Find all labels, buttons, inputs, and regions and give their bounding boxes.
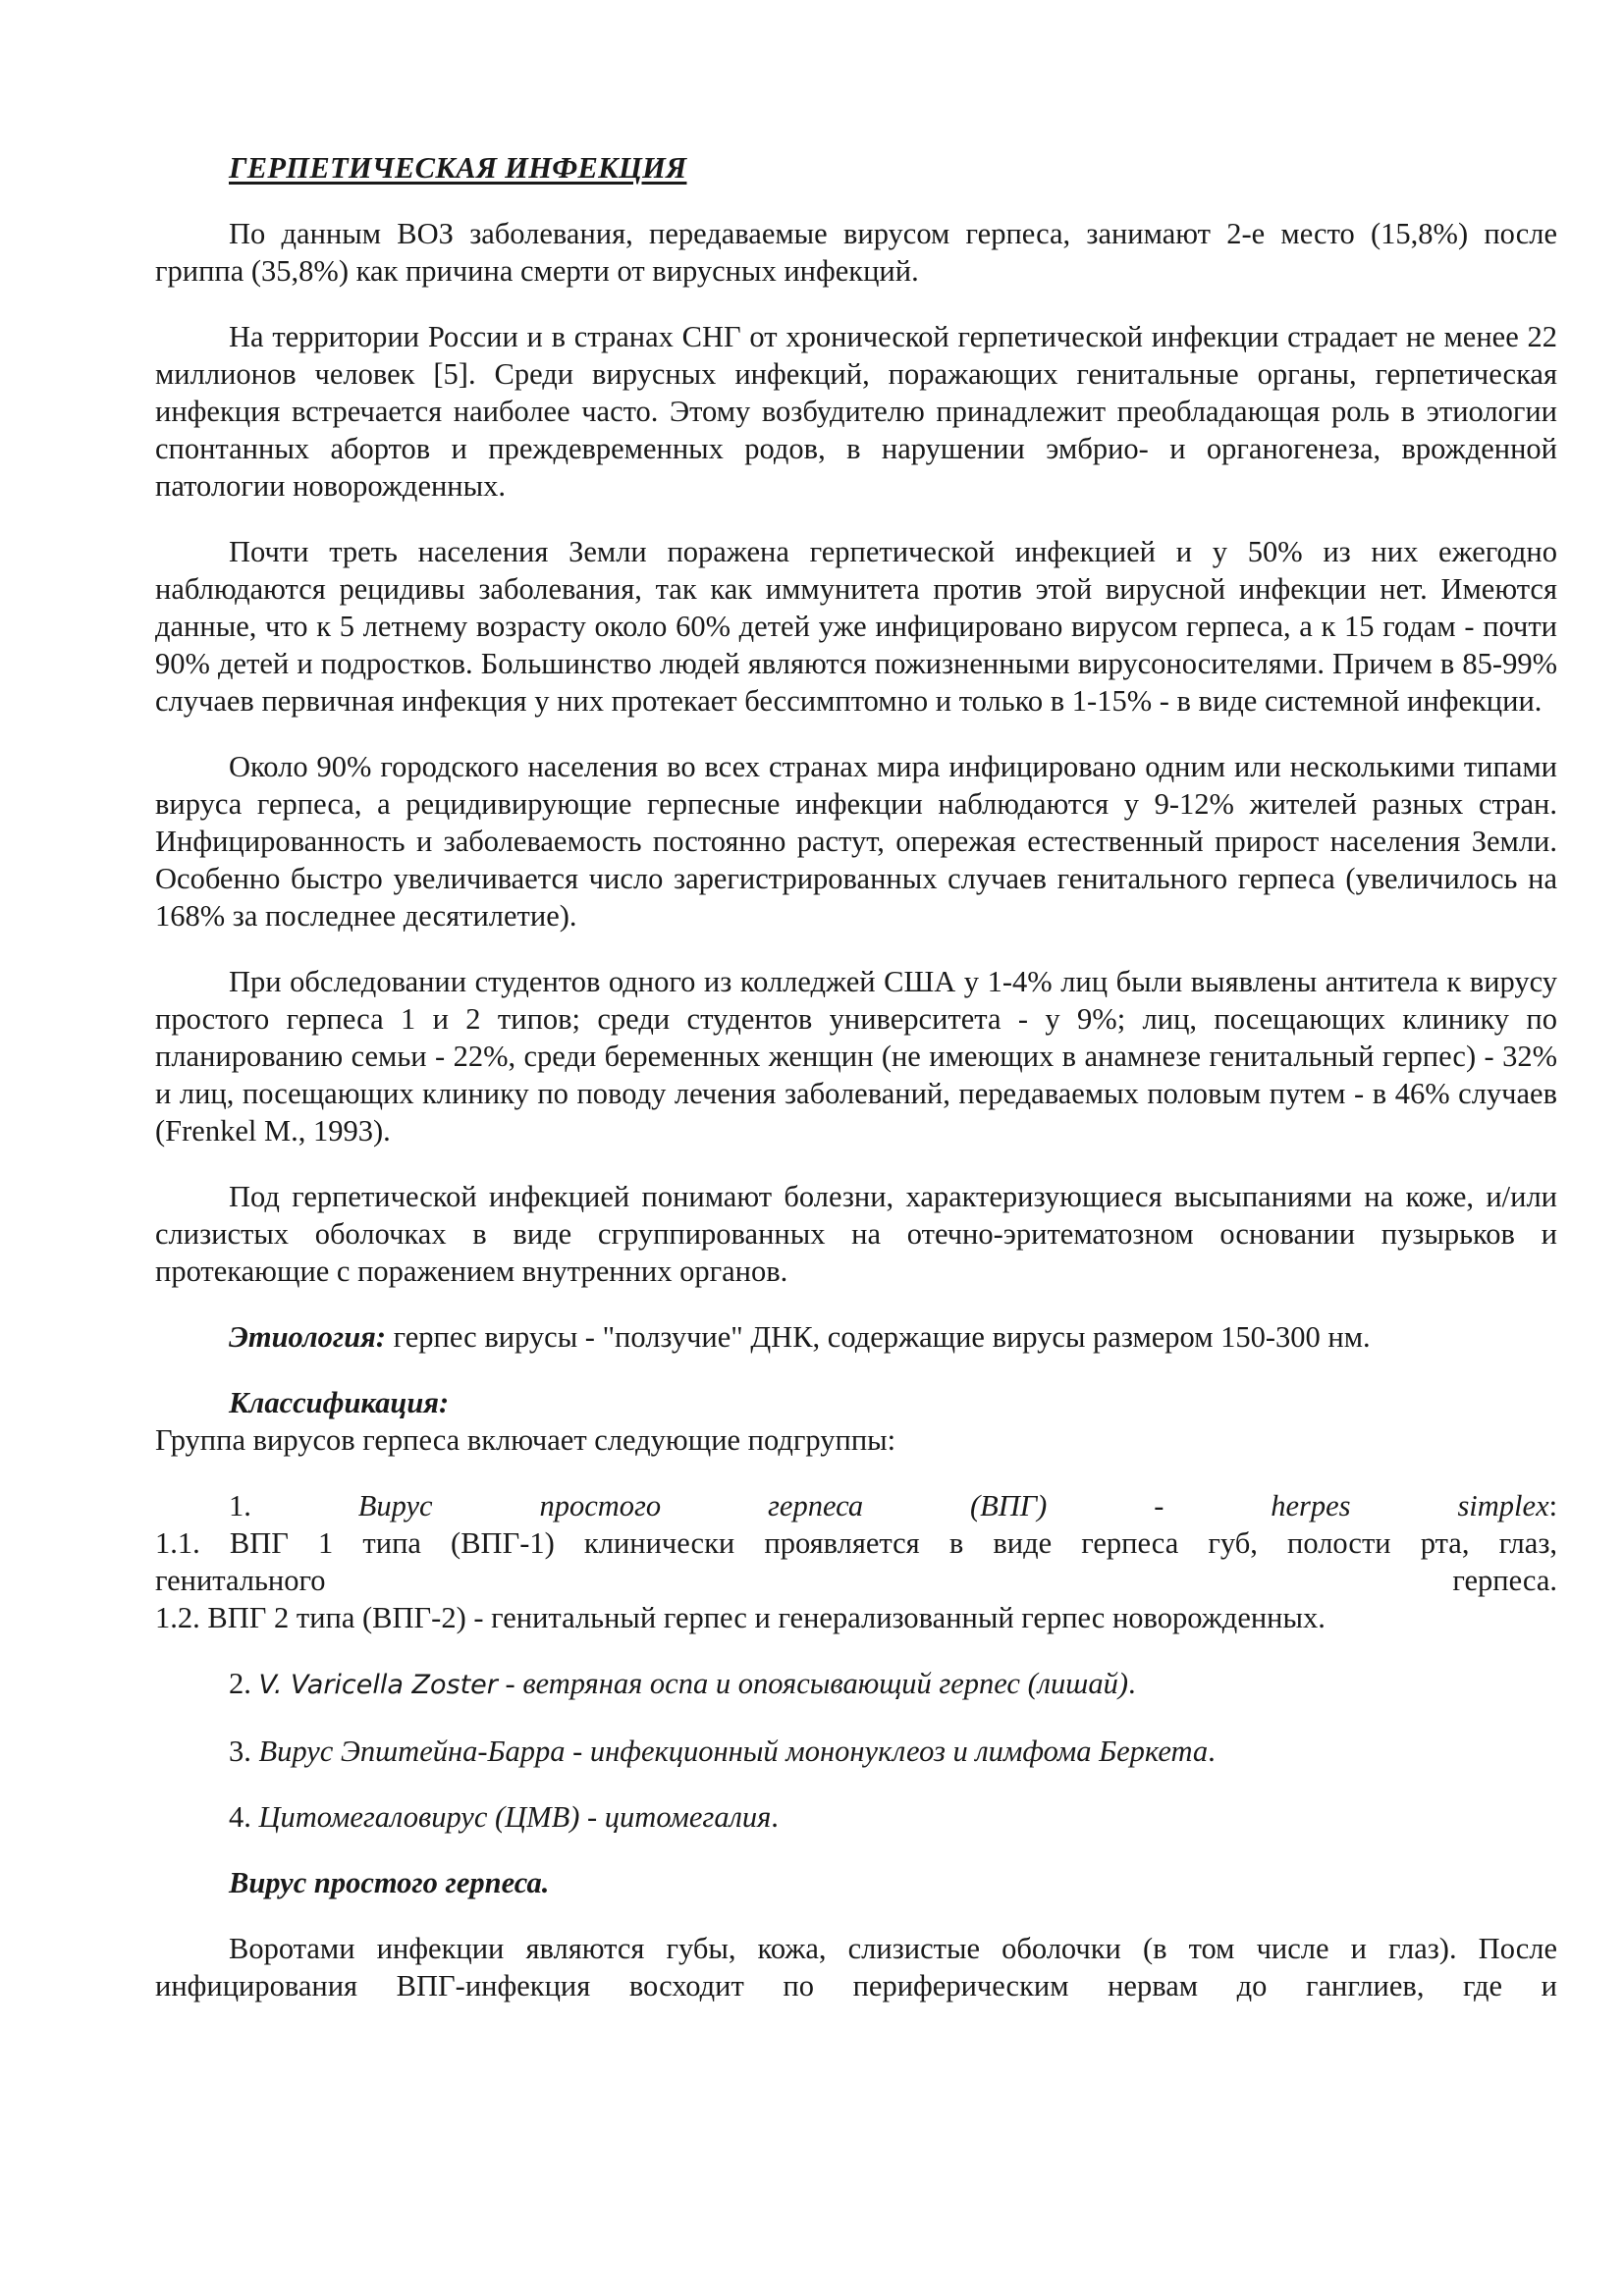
hsv-heading-line	[155, 1864, 1557, 1901]
classification-section	[155, 1384, 1557, 1459]
item1-colon: :	[1548, 1489, 1558, 1522]
classification-item-3	[155, 1733, 1557, 1770]
paragraph-definition: Под герпетической инфекцией понимают болезни, характеризующиеся высыпаниями на коже, и/или слизистых оболочках в виде сгруппированных на отечно-эритематозном основании пузырьков и протекающие с поражением внутренних органов.	[155, 1180, 1557, 1288]
item1-number: 1.	[229, 1489, 251, 1522]
paragraph-urban-population: Около 90% городского населения во всех странах мира инфицировано одним или несколькими типами вируса герпеса, а рецидивирующие герпесные инфекции наблюдаются у 9-12% жителей разных стран. Инфицированность и заболеваемость постоянно растут, опережая естественный прирост населения Земли. Особенно быстро увеличивается число зарегистрированных случаев генитального герпеса (увеличилось на 168% за последнее десятилетие).	[155, 750, 1557, 933]
item2-number: 2.	[229, 1667, 259, 1700]
item4-number: 4.	[229, 1800, 259, 1834]
item1-sub1-line1: 1.1. ВПГ 1 типа (ВПГ-1) клинически проявляется в виде герпеса губ, полости рта, глаз,	[155, 1526, 1557, 1560]
item4-end: .	[771, 1800, 779, 1834]
item1-word-herpes: герпеса	[768, 1489, 864, 1522]
paragraph-russia-cis: На территории России и в странах СНГ от хронической герпетической инфекции страдает не менее 22 миллионов человек [5]. Среди вирусных инфекций, поражающих генитальные органы, герпетическая инфекция встречается наиболее часто. Этому возбудителю принадлежит преобладающая роль в этиологии спонтанных абортов и преждевременных родов, в нарушении эмбрио- и органогенеза, врожденной патологии новорожденных.	[155, 320, 1557, 503]
item3-end: .	[1208, 1735, 1216, 1768]
hsv-heading: Вирус простого герпеса.	[229, 1866, 550, 1899]
classification-item-1	[155, 1487, 1557, 1636]
item1-latin-simplex-group	[1457, 1489, 1557, 1522]
classification-label-line	[155, 1384, 1557, 1421]
document-page	[155, 149, 1557, 2033]
item1-sub1-herpes: герпеса.	[1452, 1564, 1557, 1597]
item1-sub1-line2	[155, 1562, 1557, 1599]
classification-item-2	[155, 1665, 1557, 1704]
classification-intro: Группа вирусов герпеса включает следующие подгруппы:	[155, 1423, 896, 1457]
item2-desc: - ветряная оспа и опоясывающий герпес (лишай)	[497, 1667, 1128, 1700]
etiology-text: герпес вирусы - "ползучие" ДНК, содержащие вирусы размером 150-300 нм.	[386, 1320, 1371, 1354]
item1-latin-simplex: simplex	[1457, 1489, 1549, 1522]
item1-word-virus: Вирус	[357, 1489, 433, 1522]
item2-end: .	[1128, 1667, 1136, 1700]
item3-number: 3.	[229, 1735, 259, 1768]
item1-word-simple: простого	[539, 1489, 662, 1522]
item1-dash: -	[1154, 1489, 1164, 1522]
classification-item-4	[155, 1798, 1557, 1836]
etiology-label: Этиология:	[229, 1320, 387, 1354]
item4-desc: - цитомегалия	[579, 1800, 772, 1834]
item1-sub2: 1.2. ВПГ 2 типа (ВПГ-2) - генитальный герпес и генерализованный герпес новорожденных.	[155, 1601, 1326, 1634]
item1-latin-herpes: herpes	[1271, 1489, 1351, 1522]
paragraph-who-stats: По данным ВОЗ заболевания, передаваемые вирусом герпеса, занимают 2-е место (15,8%) после гриппа (35,8%) как причина смерти от вирусных инфекций.	[155, 217, 1557, 288]
item1-sub1-genital: генитального	[155, 1564, 326, 1597]
item1-word-abbr: (ВПГ)	[969, 1489, 1048, 1522]
item1-heading-line	[155, 1487, 1557, 1524]
paragraph-world-population: Почти треть населения Земли поражена герпетической инфекцией и у 50% из них ежегодно наблюдаются рецидивы заболевания, так как иммунитета против этой вирусной инфекции нет. Имеются данные, что к 5 летнему возрасту около 60% детей уже инфицировано вирусом герпеса, а к 15 годам - почти 90% детей и подростков. Большинство людей являются пожизненными вирусоносителями. Причем в 85-99% случаев первичная инфекция у них протекает бессимптомно и только в 1-15% - в виде системной инфекции.	[155, 535, 1557, 718]
item3-name: Вирус Эпштейна-Барра	[258, 1735, 566, 1768]
item2-name: V. Varicella Zoster	[258, 1670, 498, 1700]
classification-label: Классификация:	[229, 1386, 450, 1419]
etiology-paragraph	[155, 1318, 1557, 1356]
paragraph-hsv-entry: Воротами инфекции являются губы, кожа, слизистые оболочки (в том числе и глаз). После инфицирования ВПГ-инфекция восходит по периферическим нервам до ганглиев, где и	[155, 1932, 1557, 2002]
document-title: ГЕРПЕТИЧЕСКАЯ ИНФЕКЦИЯ	[229, 151, 687, 185]
paragraph-usa-students: При обследовании студентов одного из колледжей США у 1-4% лиц были выявлены антитела к вирусу простого герпеса 1 и 2 типов; среди студентов университета - у 9%; лиц, посещающих клинику по планированию семьи - 22%, среди беременных женщин (не имеющих в анамнезе генитальный герпес) - 32% и лиц, посещающих клинику по поводу лечения заболеваний, передаваемых половым путем - в 46% случаев (Frenkel M., 1993).	[155, 965, 1557, 1148]
item3-desc: - инфекционный мононуклеоз и лимфома Беркета	[565, 1735, 1209, 1768]
item4-name: Цитомегаловирус (ЦМВ)	[258, 1800, 580, 1834]
